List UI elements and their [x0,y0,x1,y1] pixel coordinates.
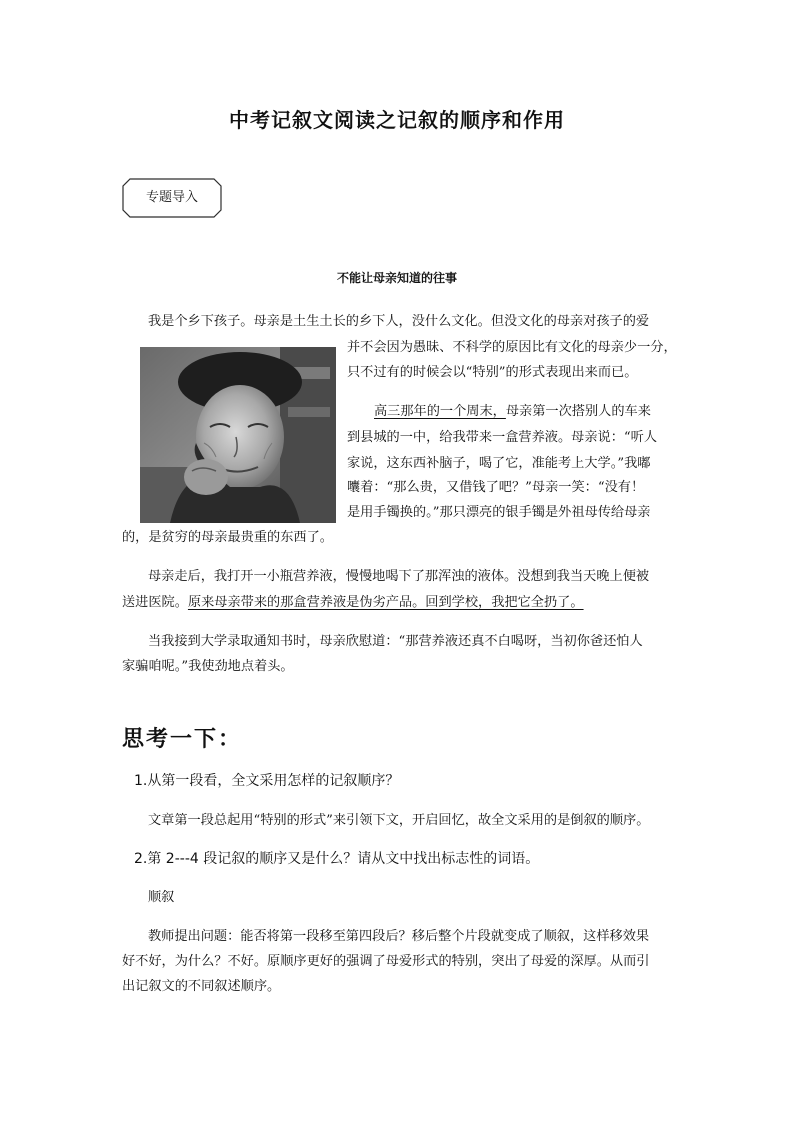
elderly-mother-photo [140,347,336,523]
question-2: 2.第 2---4 段记叙的顺序又是什么？请从文中找出标志性的词语。 [134,851,540,867]
answer-1: 文章第一段总起用“特别的形式”来引领下文，开启回忆，故全文采用的是倒叙的顺序。 [148,813,650,828]
story-p2-line6: 的，是贫穷的母亲最贵重的东西了。 [122,530,333,545]
story-p1-line1: 我是个乡下孩子。母亲是土生土长的乡下人，没什么文化。但没文化的母亲对孩子的爱 [148,314,650,329]
think-heading: 思考一下： [122,726,243,752]
story-p4-line1: 当我接到大学录取通知书时，母亲欣慰道：“那营养液还真不白喝呀，当初你爸还怕人 [148,634,643,649]
story-p2-line1-rest: 母亲第一次搭别人的车来 [505,404,651,419]
story-p2-line5: 是用手镯换的。”那只漂亮的银手镯是外祖母传给母亲 [347,505,651,520]
story-p2-underlined-phrase: 高三那年的一个周末， [374,404,506,419]
teacher-note-line1: 教师提出问题：能否将第一段移至第四段后？移后整个片段就变成了顺叙，这样移效果 [148,929,650,944]
document-title: 中考记叙文阅读之记叙的顺序和作用 [229,108,565,132]
story-p3-line2 [122,591,584,610]
story-p1-line3: 只不过有的时候会以“特别”的形式表现出来而已。 [347,365,638,380]
story-p2-line3: 家说，这东西补脑子，喝了它，准能考上大学。”我嘟 [347,456,651,471]
story-p2-line2: 到县城的一中，给我带来一盒营养液。母亲说：“听人 [347,430,658,445]
story-p3-underlined-sentence: 原来母亲带来的那盒营养液是伪劣产品。回到学校，我把它全扔了。 [187,595,584,610]
story-p2-line4: 囔着：“那么贵，又借钱了吧？”母亲一笑：“没有！ [347,480,645,495]
question-1: 1.从第一段看，全文采用怎样的记叙顺序？ [134,773,400,789]
story-title: 不能让母亲知道的往事 [336,271,457,285]
story-p2-line1 [374,400,651,419]
answer-2: 顺叙 [148,890,175,905]
teacher-note-line2: 好不好，为什么？不好。原顺序更好的强调了母爱形式的特别，突出了母爱的深厚。从而引 [122,954,650,969]
story-p1-line2: 并不会因为愚昧、不科学的原因比有文化的母亲少一分， [347,340,677,355]
story-p4-line2: 家骗咱呢。”我使劲地点着头。 [122,659,294,674]
topic-intro-badge [122,178,222,218]
story-p3-line2-plain: 送进医院。 [122,595,188,610]
teacher-note-line3: 出记叙文的不同叙述顺序。 [122,979,281,994]
story-p3-line1: 母亲走后，我打开一小瓶营养液，慢慢地喝下了那浑浊的液体。没想到我当天晚上便被 [148,569,650,584]
badge-label: 专题导入 [145,190,198,205]
